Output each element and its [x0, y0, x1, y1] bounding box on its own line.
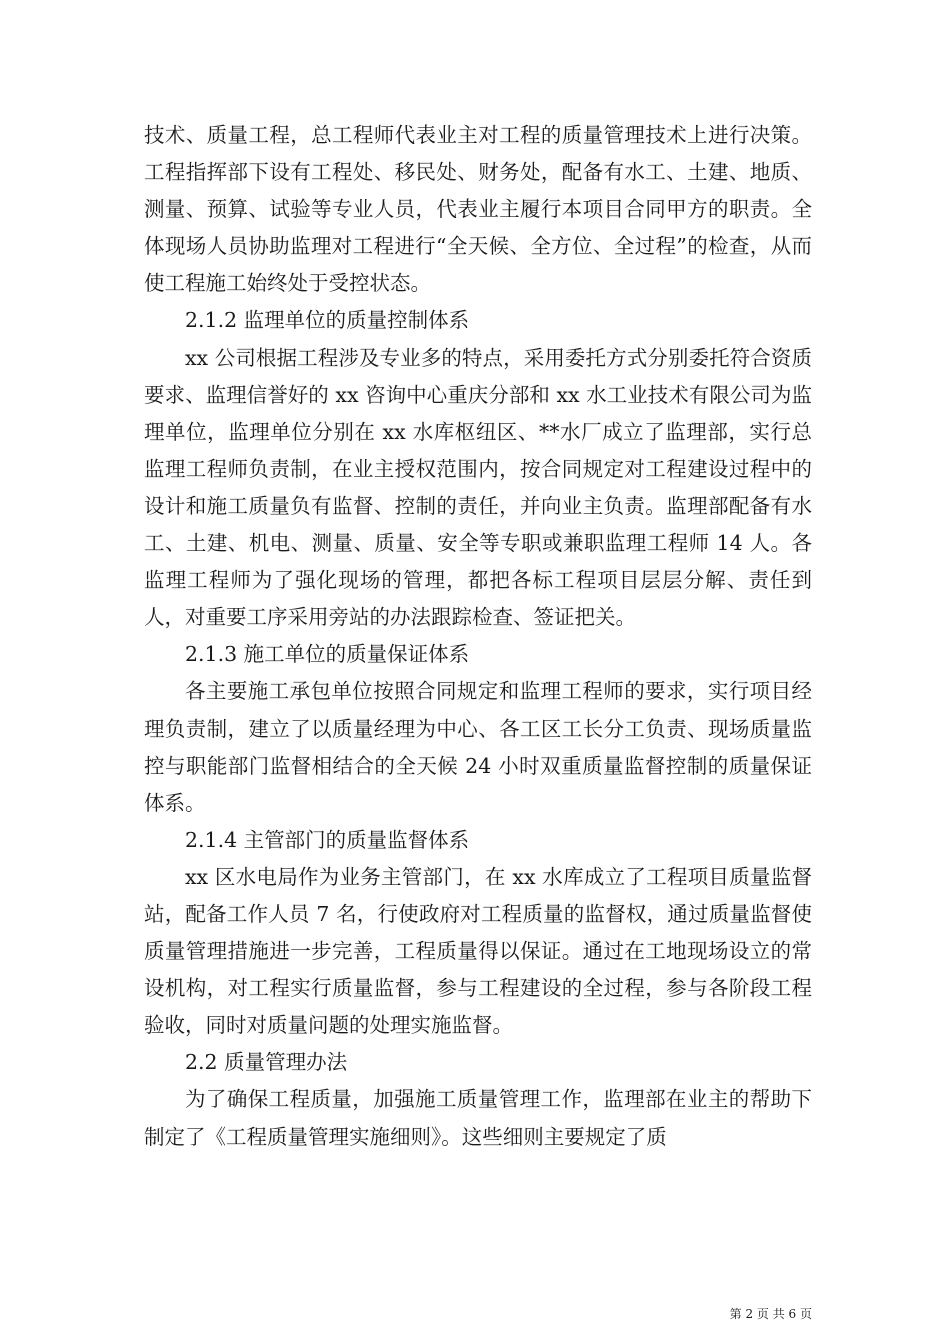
paragraph-body: 为了确保工程质量，加强施工质量管理工作，监理部在业主的帮助下制定了《工程质量管理实施细则》。这些细则主要规定了质	[144, 1087, 812, 1149]
section-heading: 2.1.2 监理单位的质量控制体系	[185, 308, 470, 333]
paragraph-body: xx 公司根据工程涉及专业多的特点，采用委托方式分别委托符合资质要求、监理信誉好的 xx 咨询中心重庆分部和 xx 水工业技术有限公司为监理单位，监理单位分别在 xx 水库枢纽区、**水厂成立了监理部，实行总监理工程师负责制，在业主授权范围内，按合同规定对工程建设过程中的设计和施工质量负有监督、控制的责任，并向业主负责。监理部配备有水工、土建、机电、测量、质量、安全等专职或兼职监理工程师 14 人。各监理工程师为了强化现场的管理，都把各标工程项目层层分解、责任到人，对重要工序采用旁站的办法跟踪检查、签证把关。	[144, 345, 812, 630]
section-heading: 2.1.3 施工单位的质量保证体系	[185, 642, 470, 667]
page-number-footer: 第 2 页 共 6 页	[729, 1307, 812, 1321]
document-body	[144, 117, 812, 1156]
section-heading: 2.2 质量管理办法	[185, 1050, 348, 1075]
paragraph-body: 技术、质量工程，总工程师代表业主对工程的质量管理技术上进行决策。工程指挥部下设有工程处、移民处、财务处，配备有水工、土建、地质、测量、预算、试验等专业人员，代表业主履行本项目合同甲方的职责。全体现场人员协助监理对工程进行“全天候、全方位、全过程”的检查，从而使工程施工始终处于受控状态。	[144, 123, 812, 296]
section-heading: 2.1.4 主管部门的质量监督体系	[185, 827, 470, 852]
paragraph-body: xx 区水电局作为业务主管部门，在 xx 水库成立了工程项目质量监督站，配备工作人员 7 名，行使政府对工程质量的监督权，通过质量监督使质量管理措施进一步完善，工程质量得以保证。通过在工地现场设立的常设机构，对工程实行质量监督，参与工程建设的全过程，参与各阶段工程验收，同时对质量问题的处理实施监督。	[144, 864, 812, 1038]
paragraph-body: 各主要施工承包单位按照合同规定和监理工程师的要求，实行项目经理负责制，建立了以质量经理为中心、各工区工长分工负责、现场质量监控与职能部门监督相结合的全天候 24 小时双重质量监督控制的质量保证体系。	[144, 679, 812, 815]
